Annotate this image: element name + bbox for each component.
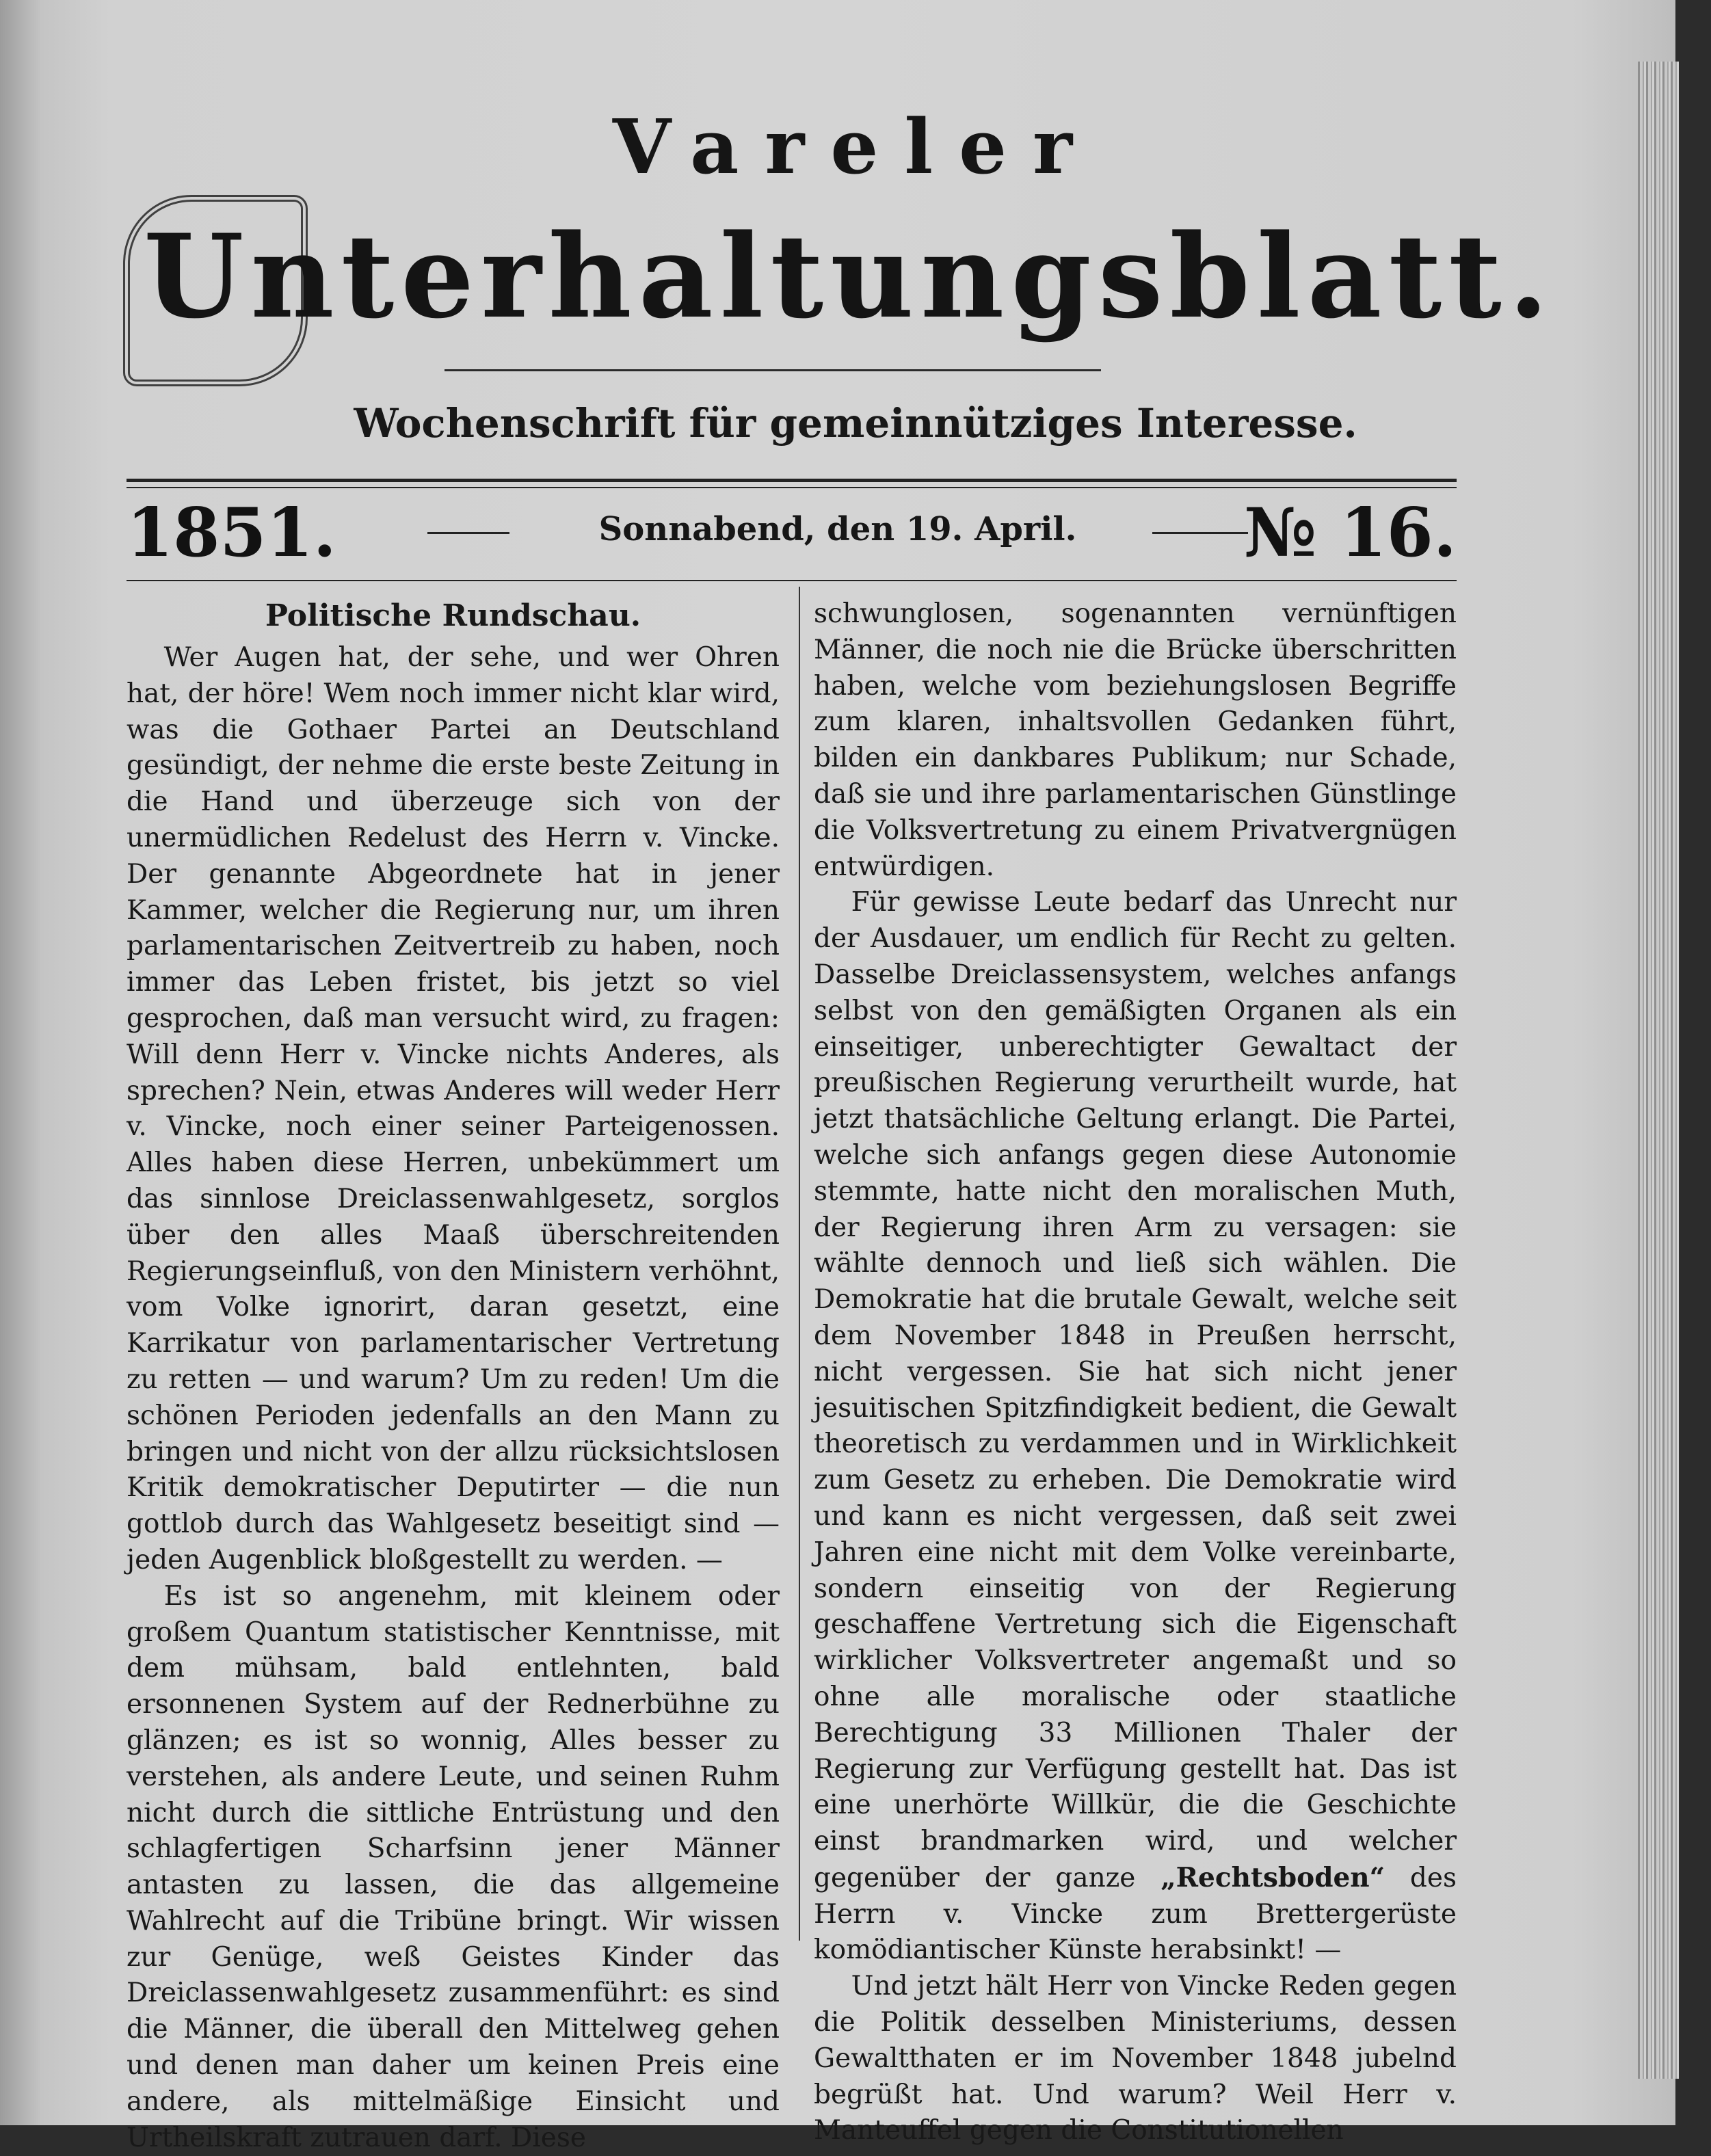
emphasized-term: „Rechtsboden“ (1160, 1861, 1385, 1893)
article-paragraph: Und jetzt hält Herr von Vincke Reden gegen die Politik desselben Ministeriums, dessen Gewaltthaten er im November 1848 jubelnd begrüßt hat. Und warum? Weil Herr v. Manteuffel gegen die Constitutionellen (814, 1971, 1457, 2146)
page-stack-edge (1638, 62, 1679, 2079)
header-rule-thin (127, 487, 1457, 488)
issue-year: 1851. (127, 494, 336, 572)
issue-date: Sonnabend, den 19. April. (598, 510, 1077, 548)
issue-number: № 16. (1243, 494, 1457, 572)
article-heading: Politische Rundschau. (265, 598, 641, 633)
article-paragraph: Wer Augen hat, der sehe, und wer Ohren hat, der höre! Wem noch immer nicht klar wird, was die Gothaer Partei an Deutschland gesündigt, der nehme die erste beste Zeitung in die Hand und überzeuge sich von der unermüdlichen Redelust des Herrn v. Vincke. Der genannte Abgeordnete hat in jener Kammer, welcher die Regierung nur, um ihren parlamentarischen Zeitvertreib zu haben, noch immer das Leben fristet, bis jetzt so viel gesprochen, daß man versucht wird, zu fragen: Will denn Herr v. Vincke nichts Anderes, als sprechen? Nein, etwas Anderes will weder Herr v. Vincke, noch einer seiner Parteigenossen. Alles haben diese Herren, unbekümmert um das sinnlose Dreiclassenwahlgesetz, sorglos über den alles Maaß überschreitenden Regierungseinfluß, von den Ministern verhöhnt, vom Volke ignorirt, daran gesetzt, eine Karrikatur von parlamentarischer Vertretung zu retten — und warum? Um zu reden! Um die schönen Perioden jedenfalls an den Mann zu bringen und nicht von der allzu rücksichtslosen Kritik demokratischer Deputirter — die nun gottlob durch das Wahlgesetz beseitigt sind — jeden Augenblick bloßgestellt zu werden. — (127, 642, 780, 1575)
issue-dateline (127, 494, 1457, 576)
masthead-place: Vareler (612, 103, 1099, 191)
paragraph-text: Für gewisse Leute bedarf das Unrecht nur der Ausdauer, um endlich für Recht zu gelten. Dasselbe Dreiclassensystem, welches anfangs selbst von den gemäßigten Organen als ein einseitiger, unberechtigter Gewaltact der preußischen Regierung verurtheilt wurde, hat jetzt thatsächliche Geltung erlangt. Die Partei, welche sich anfangs gegen diese Autonomie stemmte, hatte nicht den moralischen Muth, der Regierung ihren Arm zu versagen: sie wählte dennoch und ließ sich wählen. Die Demokratie hat die brutale Gewalt, welche seit dem November 1848 in Preußen herrscht, nicht vergessen. Sie hat sich nicht jener jesuitischen Spitzfindigkeit bedient, die Gewalt theoretisch zu verdammen und in Wirklichkeit zum Gesetz zu erheben. Die Demokratie wird und kann es nicht vergessen, daß seit zwei Jahren eine nicht mit dem Volke vereinbarte, sondern einseitig von der Regierung geschaffene Vertretung sich die Eigenschaft wirklicher Volksvertreter angemaßt und so ohne alle moralische oder staatliche Berechtigung 33 Millionen Thaler der Regierung zur Verfügung gestellt hat. Das ist eine unerhörte Willkür, die die Geschichte einst brandmarken wird, und welcher gegenüber der ganze (814, 887, 1457, 1893)
date-ornament-right (1152, 532, 1248, 534)
dateline-rule (127, 580, 1457, 581)
article-paragraph: schwunglosen, sogenannten vernünftigen Männer, die noch nie die Brücke überschritten haben, welche vom beziehungslosen Begriffe zum klaren, inhaltsvollen Gedanken führt, bilden ein dankbares Publikum; nur Schade, daß sie und ihre parlamentarischen Günstlinge die Volksvertretung zu einem Privatvergnügen entwürdigen. (814, 598, 1457, 882)
paragraph-text: des Herrn v. Vincke zum Brettergerüste komödiantischer Künste herabsinkt! — (814, 1862, 1457, 1966)
article-column-left (127, 596, 780, 2156)
article-paragraph (814, 885, 1457, 1969)
article-paragraph: Es ist so angenehm, mit kleinem oder großem Quantum statistischer Kenntnisse, mit dem mühsam, bald entlehnten, bald ersonnenen System auf der Rednerbühne zu glänzen; es ist so wonnig, Alles besser zu verstehen, als andere Leute, und seinen Ruhm nicht durch die sittliche Entrüstung und den schlagfertigen Scharfsinn jener Männer antasten zu lassen, die das allgemeine Wahlrecht auf die Tribüne bringt. Wir wissen zur Genüge, weß Geistes Kinder das Dreiclassenwahlgesetz zusammenführt: es sind die Männer, die überall den Mittelweg gehen und denen man daher um keinen Preis eine andere, als mittelmäßige Einsicht und Urtheilskraft zutrauen darf. Diese (127, 1580, 780, 2153)
masthead-title: Unterhaltungsblatt. (144, 209, 1556, 344)
title-underline (445, 369, 1101, 371)
header-rule-thick (127, 479, 1457, 482)
column-divider (799, 587, 800, 1941)
masthead-subtitle: Wochenschrift für gemeinnütziges Interesse. (354, 400, 1357, 447)
article-column-right (814, 596, 1457, 2149)
